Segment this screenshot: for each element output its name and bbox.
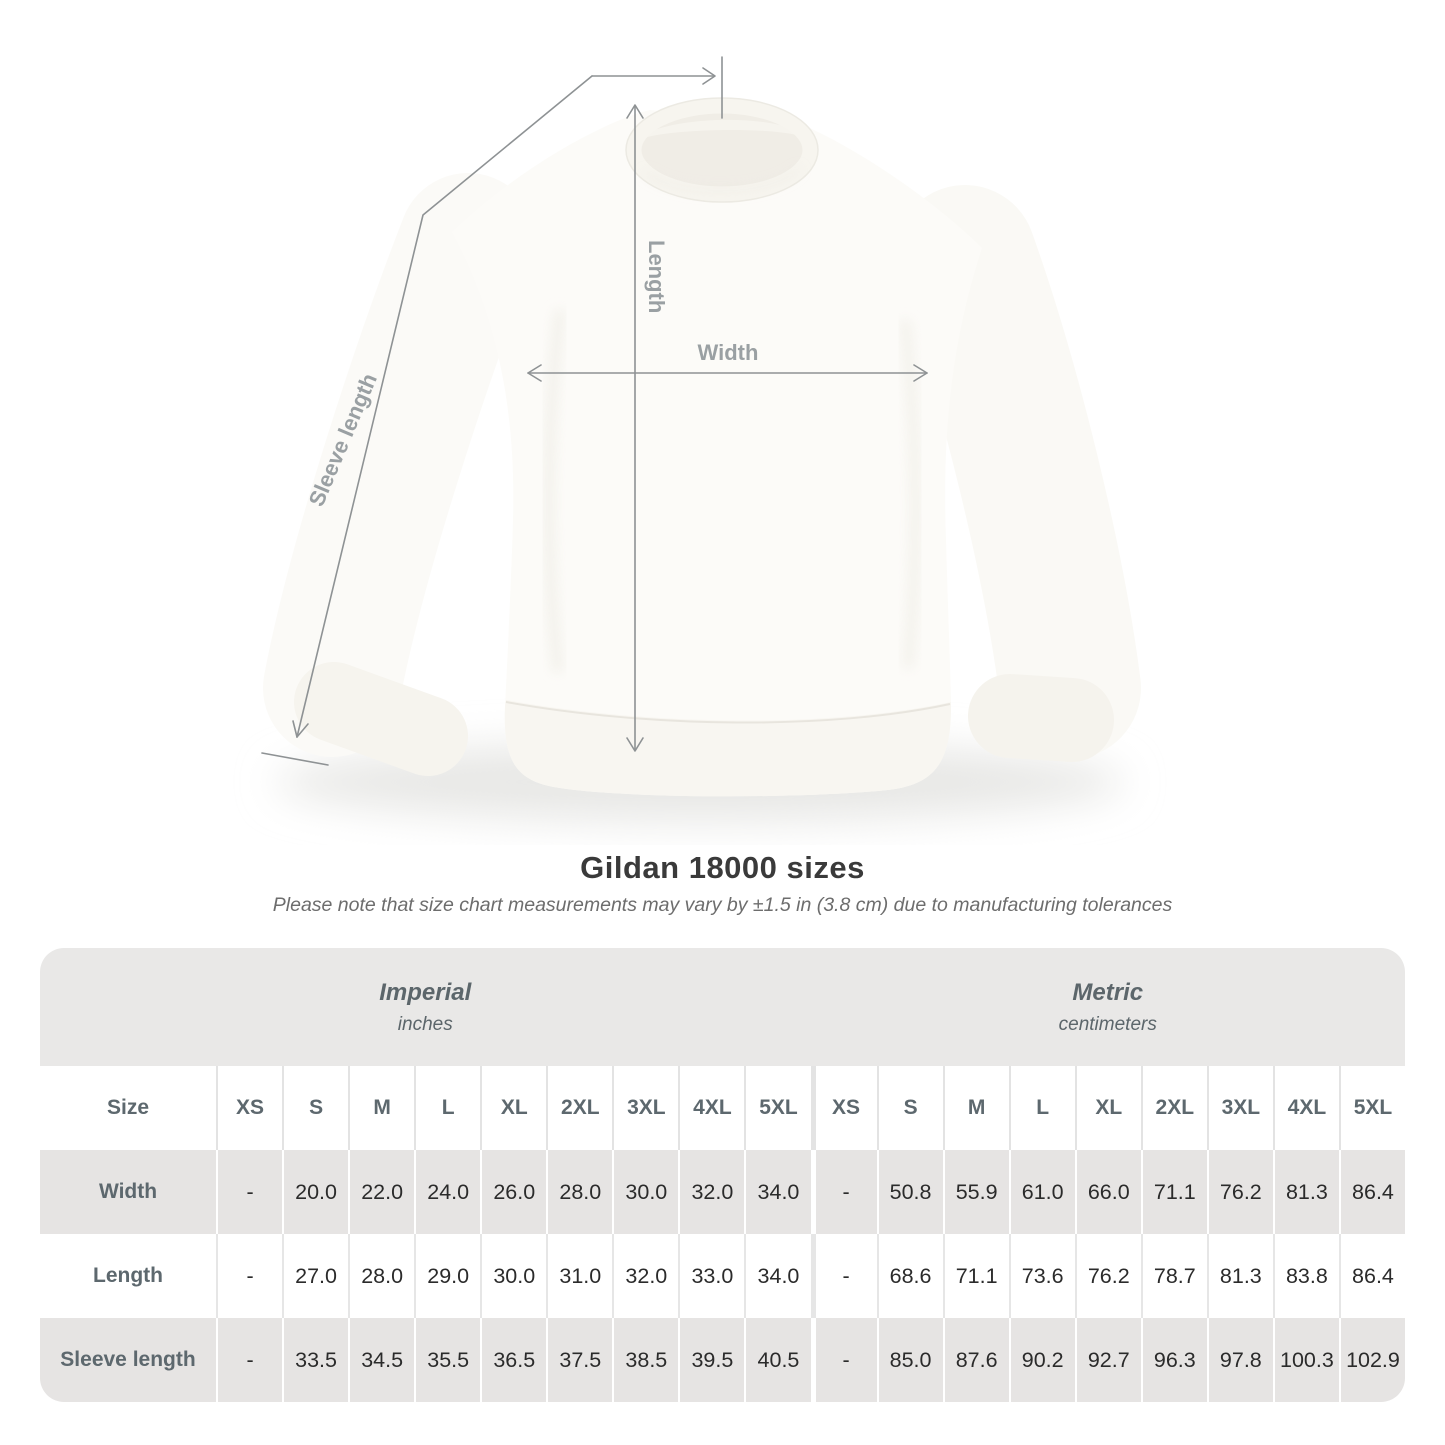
length-metric-value: 78.7 (1141, 1234, 1207, 1318)
width-imperial-value: - (216, 1150, 282, 1234)
length-metric-value: 81.3 (1207, 1234, 1273, 1318)
size-header-metric: 2XL (1141, 1066, 1207, 1150)
size-header-metric: M (943, 1066, 1009, 1150)
length-imperial-value: 27.0 (282, 1234, 348, 1318)
sleeve-imperial-value: 34.5 (348, 1318, 414, 1402)
sleeve-imperial-value: 37.5 (546, 1318, 612, 1402)
width-imperial-value: 32.0 (678, 1150, 744, 1234)
sleeve-imperial-value: - (216, 1318, 282, 1402)
size-header-metric: XL (1075, 1066, 1141, 1150)
sleeve-imperial-value: 39.5 (678, 1318, 744, 1402)
sleeve-imperial-value: 35.5 (414, 1318, 480, 1402)
sleeve-length-label: Sleeve length (303, 369, 383, 510)
size-header-imperial: XS (216, 1066, 282, 1150)
sleeve-imperial-value: 38.5 (612, 1318, 678, 1402)
length-metric-value: 83.8 (1273, 1234, 1339, 1318)
length-metric-value: 68.6 (877, 1234, 943, 1318)
size-header-metric: XS (811, 1066, 877, 1150)
size-header-metric: S (877, 1066, 943, 1150)
length-imperial-value: 29.0 (414, 1234, 480, 1318)
sweatshirt-body (452, 110, 982, 796)
width-metric-value: 55.9 (943, 1150, 1009, 1234)
length-metric-value: 76.2 (1075, 1234, 1141, 1318)
size-header-metric: 4XL (1273, 1066, 1339, 1150)
size-header-imperial: M (348, 1066, 414, 1150)
width-metric-value: 71.1 (1141, 1150, 1207, 1234)
width-metric-value: 81.3 (1273, 1150, 1339, 1234)
metric-label: Metric (1072, 978, 1144, 1006)
imperial-label: Imperial (379, 978, 472, 1006)
size-header-imperial: XL (480, 1066, 546, 1150)
tolerance-note: Please note that size chart measurements may vary by ±1.5 in (3.8 cm) due to manufacturing tolerances (272, 894, 1173, 916)
imperial-unit-label: inches (397, 1013, 453, 1035)
length-label: Length (644, 240, 669, 314)
width-imperial-value: 22.0 (348, 1150, 414, 1234)
width-imperial-value: 28.0 (546, 1150, 612, 1234)
width-metric-value: 50.8 (877, 1150, 943, 1234)
sleeve-metric-value: 85.0 (877, 1318, 943, 1402)
width-imperial-value: 20.0 (282, 1150, 348, 1234)
sleeve-imperial-value: 40.5 (744, 1318, 810, 1402)
length-imperial-value: 33.0 (678, 1234, 744, 1318)
width-label: Width (697, 340, 759, 365)
sleeve-metric-value: 97.8 (1207, 1318, 1273, 1402)
row-label-length: Length (40, 1234, 216, 1318)
length-imperial-value: 30.0 (480, 1234, 546, 1318)
sleeve-metric-value: - (811, 1318, 877, 1402)
width-metric-value: - (811, 1150, 877, 1234)
width-metric-value: 76.2 (1207, 1150, 1273, 1234)
size-header-imperial: 4XL (678, 1066, 744, 1150)
size-header-metric: 3XL (1207, 1066, 1273, 1150)
size-column-header: Size (40, 1066, 216, 1150)
size-header-imperial: L (414, 1066, 480, 1150)
page-title: Gildan 18000 sizes (580, 850, 865, 885)
sleeve-metric-value: 102.9 (1339, 1318, 1405, 1402)
imperial-group-header (40, 948, 811, 1066)
size-header-metric: 5XL (1339, 1066, 1405, 1150)
size-header-imperial: 3XL (612, 1066, 678, 1150)
width-metric-value: 61.0 (1009, 1150, 1075, 1234)
caption-block (0, 850, 1445, 917)
sleeve-metric-value: 96.3 (1141, 1318, 1207, 1402)
width-imperial-value: 34.0 (744, 1150, 810, 1234)
metric-group-header (811, 948, 1406, 1066)
sleeve-metric-value: 100.3 (1273, 1318, 1339, 1402)
width-metric-value: 86.4 (1339, 1150, 1405, 1234)
length-metric-value: 71.1 (943, 1234, 1009, 1318)
size-header-imperial: S (282, 1066, 348, 1150)
sleeve-imperial-value: 33.5 (282, 1318, 348, 1402)
length-metric-value: - (811, 1234, 877, 1318)
length-metric-value: 86.4 (1339, 1234, 1405, 1318)
width-imperial-value: 26.0 (480, 1150, 546, 1234)
size-header-metric: L (1009, 1066, 1075, 1150)
width-metric-value: 66.0 (1075, 1150, 1141, 1234)
length-imperial-value: 28.0 (348, 1234, 414, 1318)
sleeve-metric-value: 87.6 (943, 1318, 1009, 1402)
length-metric-value: 73.6 (1009, 1234, 1075, 1318)
length-imperial-value: 31.0 (546, 1234, 612, 1318)
metric-unit-label: centimeters (1058, 1013, 1157, 1035)
size-header-imperial: 2XL (546, 1066, 612, 1150)
size-chart-table (40, 948, 1405, 1402)
sleeve-imperial-value: 36.5 (480, 1318, 546, 1402)
size-header-imperial: 5XL (744, 1066, 810, 1150)
width-imperial-value: 30.0 (612, 1150, 678, 1234)
sleeve-metric-value: 90.2 (1009, 1318, 1075, 1402)
length-imperial-value: - (216, 1234, 282, 1318)
length-imperial-value: 34.0 (744, 1234, 810, 1318)
row-label-width: Width (40, 1150, 216, 1234)
row-label-sleeve-length: Sleeve length (40, 1318, 216, 1402)
sleeve-metric-value: 92.7 (1075, 1318, 1141, 1402)
width-imperial-value: 24.0 (414, 1150, 480, 1234)
length-imperial-value: 32.0 (612, 1234, 678, 1318)
